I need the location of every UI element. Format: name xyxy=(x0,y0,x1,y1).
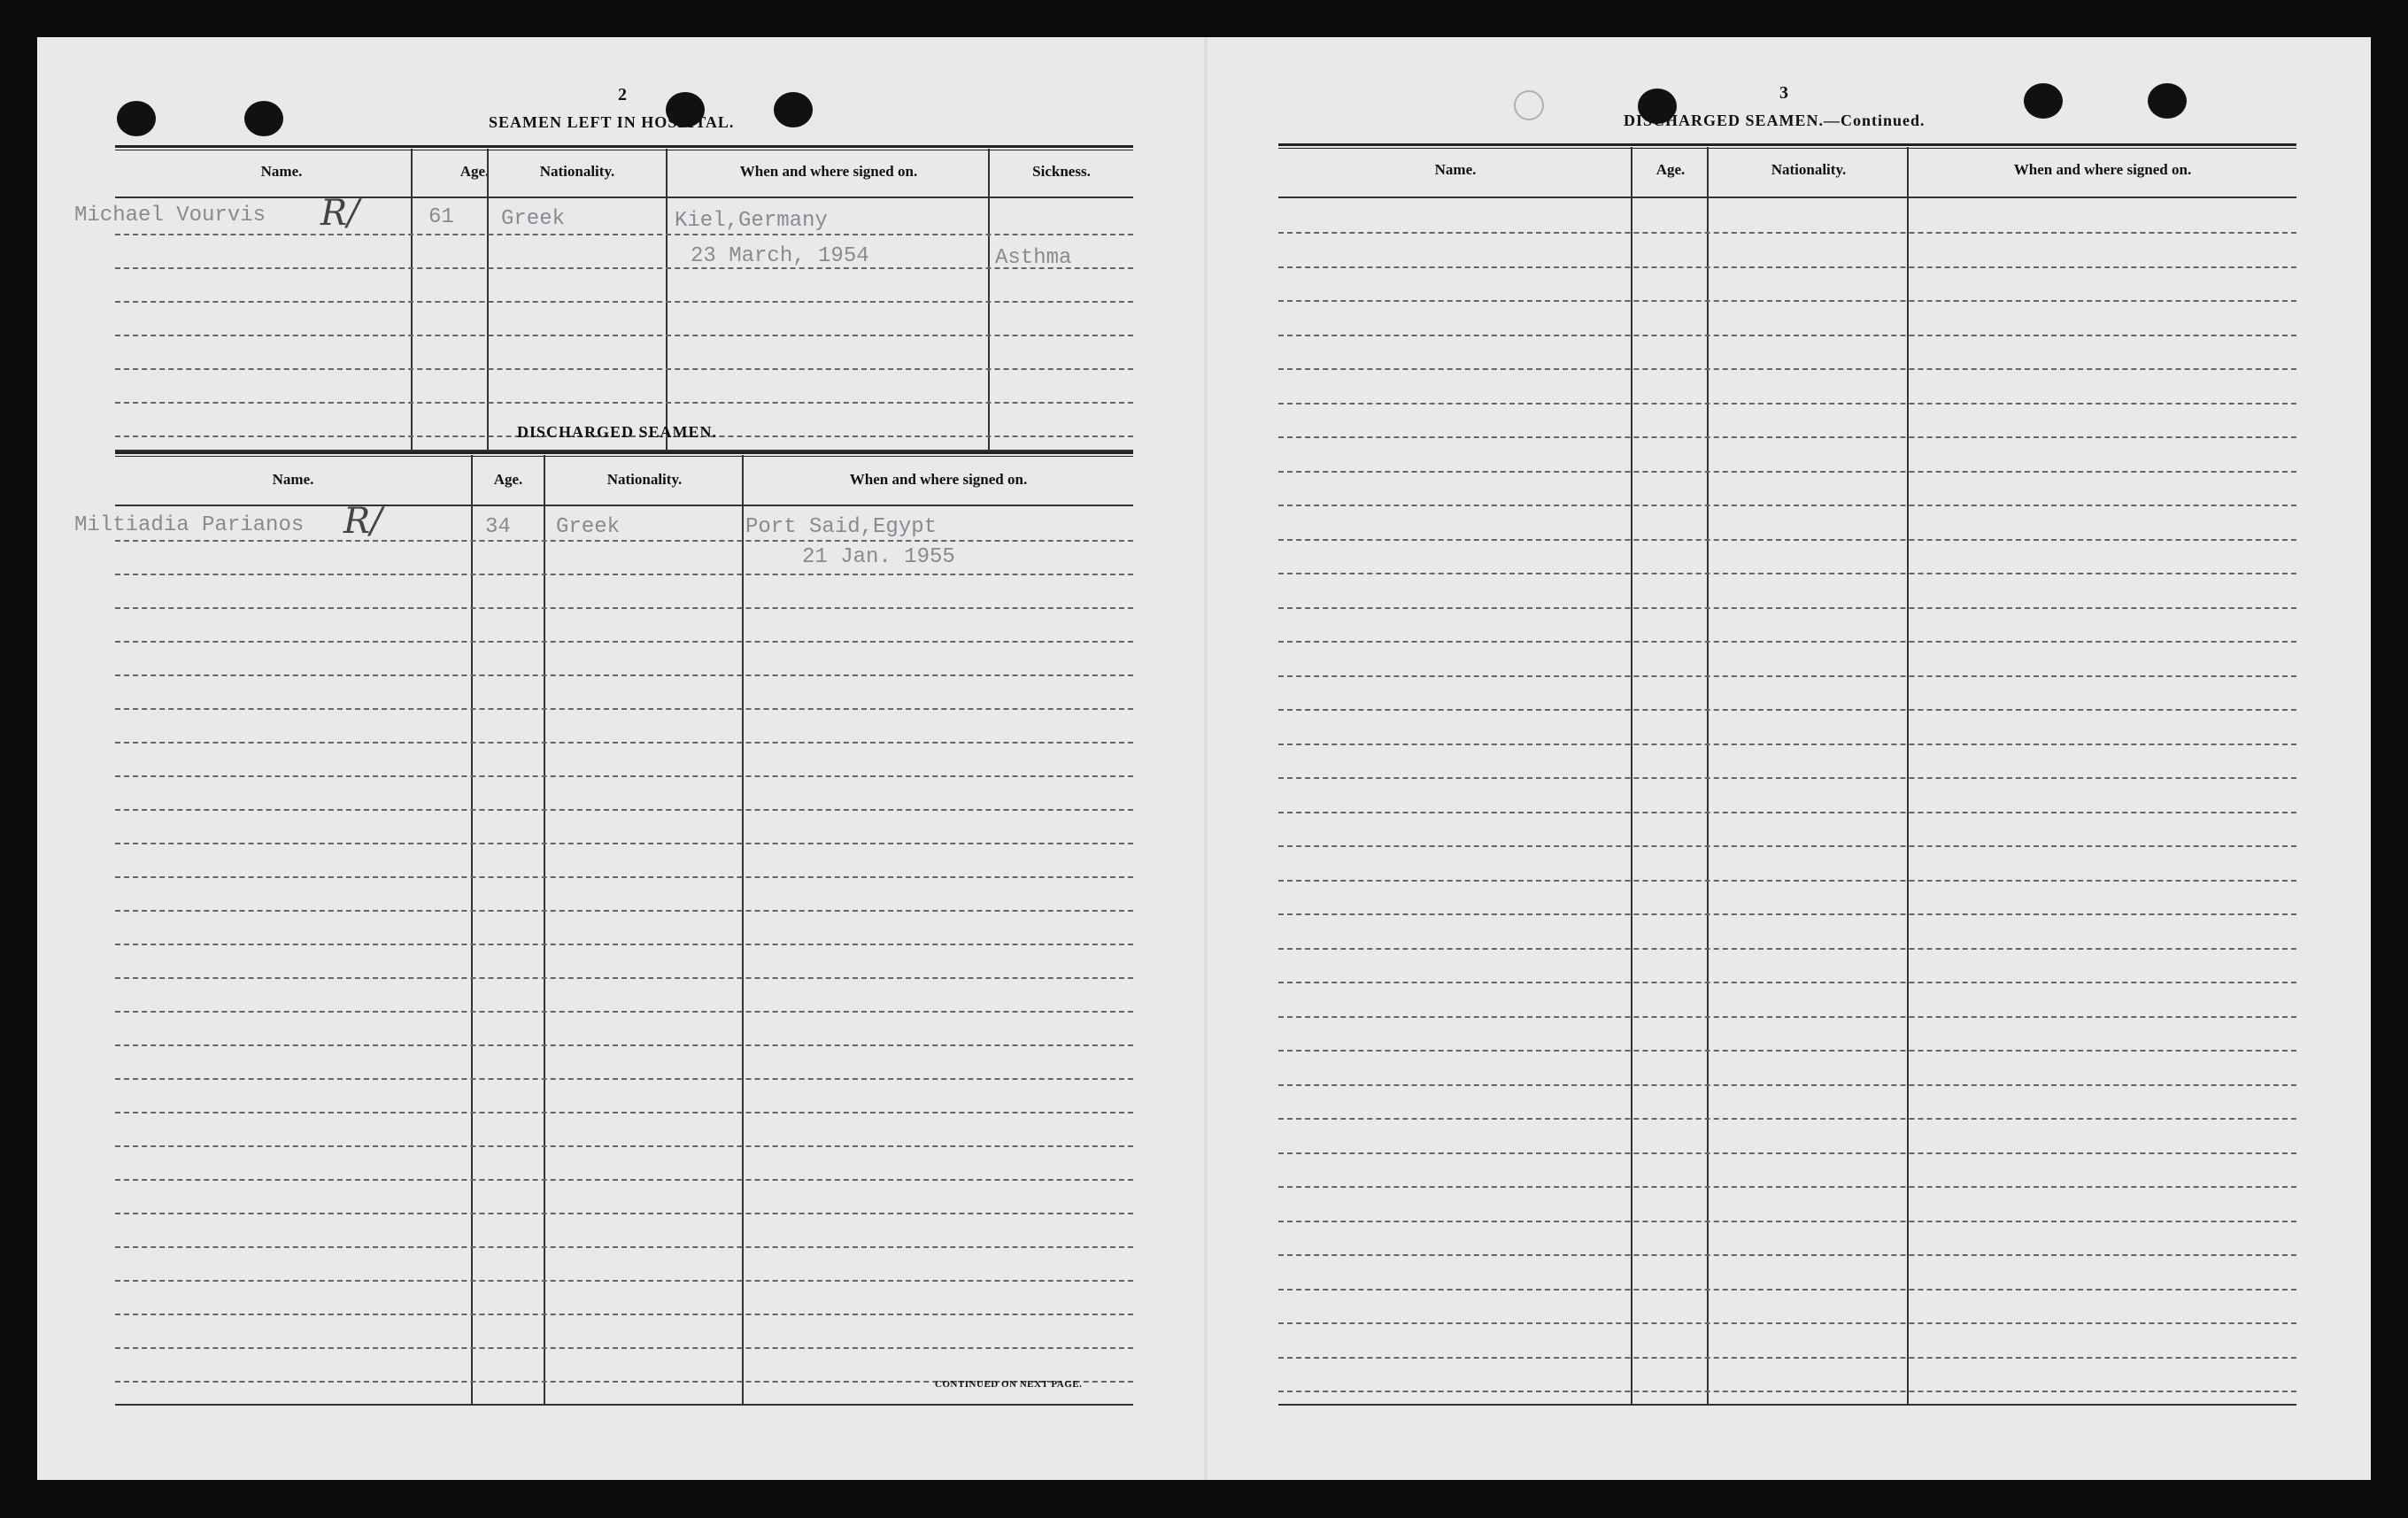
discharged-signed-place: Port Said,Egypt xyxy=(745,515,938,539)
row-line xyxy=(1278,266,2296,268)
row-line xyxy=(1278,675,2296,677)
punch-hole xyxy=(1514,90,1544,120)
hospital-col-divider xyxy=(411,149,413,450)
punch-hole xyxy=(774,92,813,127)
hospital-header-signed-on: When and where signed on. xyxy=(739,163,918,180)
hospital-col-divider xyxy=(666,149,668,450)
row-line xyxy=(1278,913,2296,915)
row-line xyxy=(115,1112,1133,1113)
discharged-header-nationality: Nationality. xyxy=(606,471,683,488)
hospital-header-age: Age. xyxy=(459,163,490,180)
discharged-header-rule xyxy=(115,505,1133,506)
row-line xyxy=(1278,880,2296,882)
row-line xyxy=(1278,845,2296,847)
row-line xyxy=(1278,403,2296,405)
row-line xyxy=(115,641,1133,643)
hospital-col-divider xyxy=(487,149,489,450)
discharged-section-title: DISCHARGED SEAMEN. xyxy=(517,423,718,441)
row-line xyxy=(115,1246,1133,1248)
row-line xyxy=(1278,709,2296,711)
row-line xyxy=(1278,948,2296,950)
row-line xyxy=(115,977,1133,979)
hospital-col-divider xyxy=(988,149,990,450)
row-line xyxy=(1278,505,2296,506)
row-line xyxy=(115,742,1133,744)
continued-footer: CONTINUED ON NEXT PAGE. xyxy=(935,1379,1083,1390)
hospital-row-line xyxy=(115,267,1133,269)
hospital-section-title: SEAMEN LEFT IN HOSPITAL. xyxy=(489,113,735,131)
hospital-row-line xyxy=(115,301,1133,303)
row-line xyxy=(1278,232,2296,234)
row-line xyxy=(115,1314,1133,1315)
row-line xyxy=(1278,1118,2296,1120)
row-line xyxy=(115,607,1133,609)
hospital-row-line xyxy=(115,234,1133,235)
discharged-table-top-rule xyxy=(115,451,1133,457)
row-line xyxy=(115,843,1133,844)
hospital-seaman-nationality: Greek xyxy=(501,207,566,231)
page-number-left: 2 xyxy=(618,85,627,104)
page-fold xyxy=(1204,37,1208,1480)
row-line xyxy=(1278,777,2296,779)
row-line xyxy=(1278,641,2296,643)
hospital-header-sickness: Sickness. xyxy=(1032,163,1091,180)
handwritten-mark: R/ xyxy=(320,193,359,234)
row-line xyxy=(1278,1289,2296,1291)
row-line xyxy=(1278,982,2296,983)
hospital-signed-place: Kiel,Germany xyxy=(675,209,828,233)
row-line xyxy=(1278,300,2296,302)
row-line xyxy=(1278,1050,2296,1052)
right-table-top-rule xyxy=(1278,143,2296,149)
right-header-age: Age. xyxy=(1656,161,1686,178)
row-line xyxy=(115,775,1133,777)
right-header-name: Name. xyxy=(1434,161,1477,178)
document-sheet xyxy=(37,37,2371,1480)
row-line xyxy=(1278,335,2296,336)
hospital-table-top-rule xyxy=(115,145,1133,150)
discharged-seaman-name: Miltiadia Parianos xyxy=(74,513,305,537)
discharged-header-age: Age. xyxy=(493,471,523,488)
row-line xyxy=(115,1044,1133,1046)
row-line xyxy=(1278,1254,2296,1256)
hospital-header-nationality: Nationality. xyxy=(539,163,615,180)
row-line xyxy=(115,1179,1133,1181)
row-line xyxy=(1278,744,2296,745)
row-line xyxy=(1278,573,2296,574)
discharged-header-name: Name. xyxy=(272,471,314,488)
row-line xyxy=(115,1145,1133,1147)
row-line xyxy=(115,574,1133,575)
hospital-seaman-age: 61 xyxy=(428,205,454,229)
punch-hole xyxy=(117,101,156,136)
row-line xyxy=(115,1213,1133,1214)
discharged-seaman-nationality: Greek xyxy=(556,515,621,539)
row-line xyxy=(115,1280,1133,1282)
row-line xyxy=(1278,1391,2296,1392)
row-line xyxy=(1278,1221,2296,1222)
hospital-header-name: Name. xyxy=(260,163,303,180)
discharged-col-divider xyxy=(742,455,744,1404)
hospital-row-line xyxy=(115,368,1133,370)
hospital-row-line xyxy=(115,335,1133,336)
hospital-signed-date: 23 March, 1954 xyxy=(691,244,869,268)
discharged-table-bottom-rule xyxy=(115,1404,1133,1406)
row-line xyxy=(115,1078,1133,1080)
row-line xyxy=(115,876,1133,878)
row-line xyxy=(1278,368,2296,370)
row-line xyxy=(1278,1357,2296,1359)
row-line xyxy=(1278,539,2296,541)
row-line xyxy=(1278,607,2296,609)
row-line xyxy=(115,910,1133,912)
hospital-row-line xyxy=(115,402,1133,404)
page-number-right: 3 xyxy=(1779,83,1788,103)
discharged-signed-date: 21 Jan. 1955 xyxy=(802,545,955,569)
hospital-sickness: Asthma xyxy=(995,246,1072,270)
right-header-signed-on: When and where signed on. xyxy=(2013,161,2192,178)
row-line xyxy=(1278,1152,2296,1154)
punch-hole xyxy=(244,101,283,136)
discharged-seaman-age: 34 xyxy=(485,515,511,539)
row-line xyxy=(1278,812,2296,813)
row-line xyxy=(1278,471,2296,473)
row-line xyxy=(1278,436,2296,438)
row-line xyxy=(115,674,1133,676)
row-line xyxy=(115,809,1133,811)
punch-hole xyxy=(2148,83,2187,119)
row-line xyxy=(115,944,1133,945)
discharged-col-divider xyxy=(471,455,473,1404)
row-line xyxy=(115,540,1133,542)
row-line xyxy=(1278,1084,2296,1086)
right-table-bottom-rule xyxy=(1278,1404,2296,1406)
hospital-seaman-name: Michael Vourvis xyxy=(74,204,266,227)
hospital-header-rule xyxy=(115,196,1133,198)
row-line xyxy=(115,1011,1133,1013)
right-header-rule xyxy=(1278,196,2296,198)
row-line xyxy=(115,1347,1133,1349)
punch-hole xyxy=(2024,83,2063,119)
right-section-title: DISCHARGED SEAMEN.—Continued. xyxy=(1624,112,1926,129)
row-line xyxy=(1278,1016,2296,1018)
row-line xyxy=(1278,1186,2296,1188)
discharged-header-signed-on: When and where signed on. xyxy=(849,471,1028,488)
handwritten-mark: R/ xyxy=(343,501,382,542)
row-line xyxy=(115,708,1133,710)
row-line xyxy=(1278,1322,2296,1324)
right-header-nationality: Nationality. xyxy=(1771,161,1847,178)
discharged-col-divider xyxy=(544,455,545,1404)
